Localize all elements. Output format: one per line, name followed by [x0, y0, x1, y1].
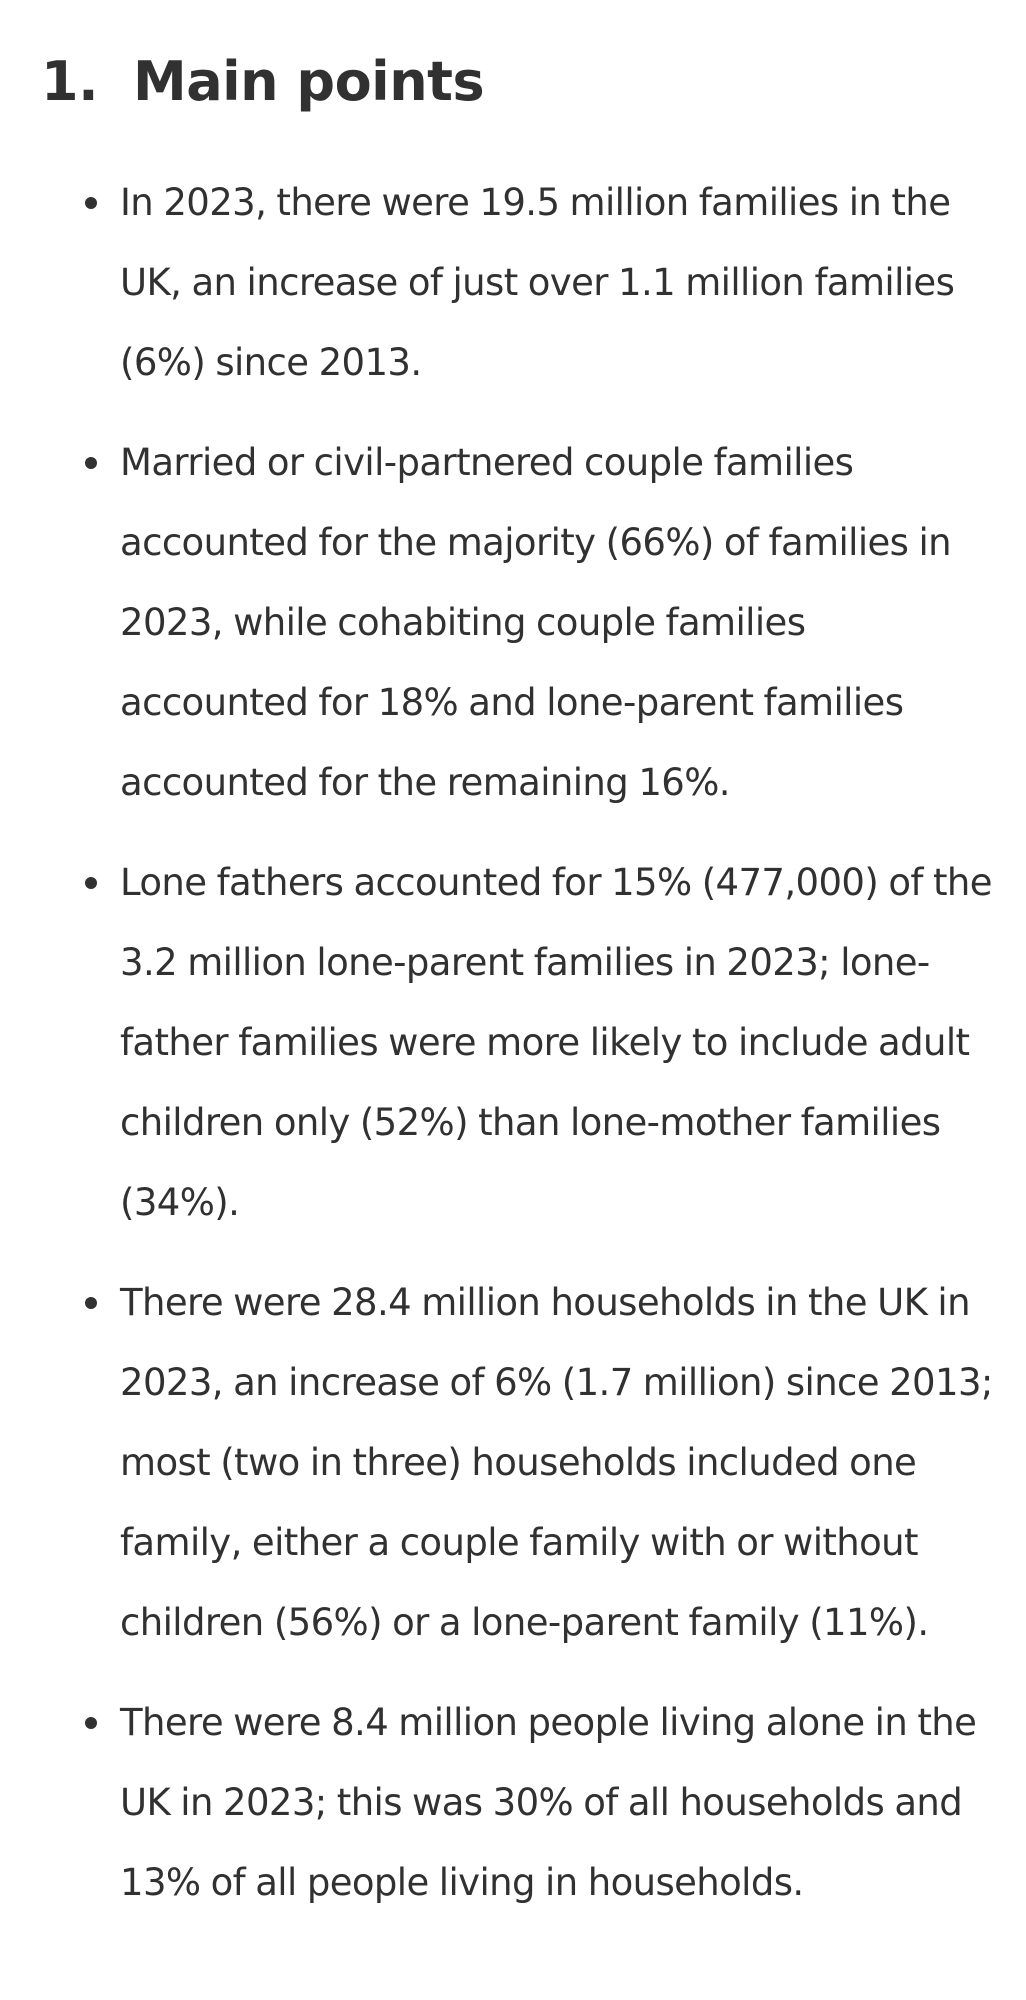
list-item	[0, 1263, 1026, 1663]
bullet-icon	[85, 197, 97, 209]
point-text: Lone fathers accounted for 15% (477,000) of the 3.2 million lone-parent families in 2023; lone-father families were more likely to include adult children only (52%) than lone-mother families (34%).	[120, 861, 992, 1224]
section-title: Main points	[133, 50, 485, 113]
bullet-icon	[85, 457, 97, 469]
list-item	[0, 1683, 1026, 1923]
bullet-icon	[85, 877, 97, 889]
list-item	[0, 163, 1026, 403]
point-text: There were 8.4 million people living alone in the UK in 2023; this was 30% of all households and 13% of all people living in households.	[120, 1701, 977, 1904]
point-text: There were 28.4 million households in the UK in 2023, an increase of 6% (1.7 million) since 2013; most (two in three) households included one family, either a couple family with or without children (56%) or a lone-parent family (11%).	[120, 1281, 993, 1644]
section-heading	[41, 42, 484, 122]
point-text: Married or civil-partnered couple families accounted for the majority (66%) of families in 2023, while cohabiting couple families accounted for 18% and lone-parent families accounted for the remaining 16%.	[120, 441, 952, 804]
list-item	[0, 423, 1026, 823]
bullet-icon	[85, 1717, 97, 1729]
main-points-list	[0, 163, 1026, 1943]
point-text: In 2023, there were 19.5 million families in the UK, an increase of just over 1.1 million families (6%) since 2013.	[120, 181, 955, 384]
list-item	[0, 843, 1026, 1243]
section-number: 1.	[41, 50, 99, 113]
bullet-icon	[85, 1297, 97, 1309]
